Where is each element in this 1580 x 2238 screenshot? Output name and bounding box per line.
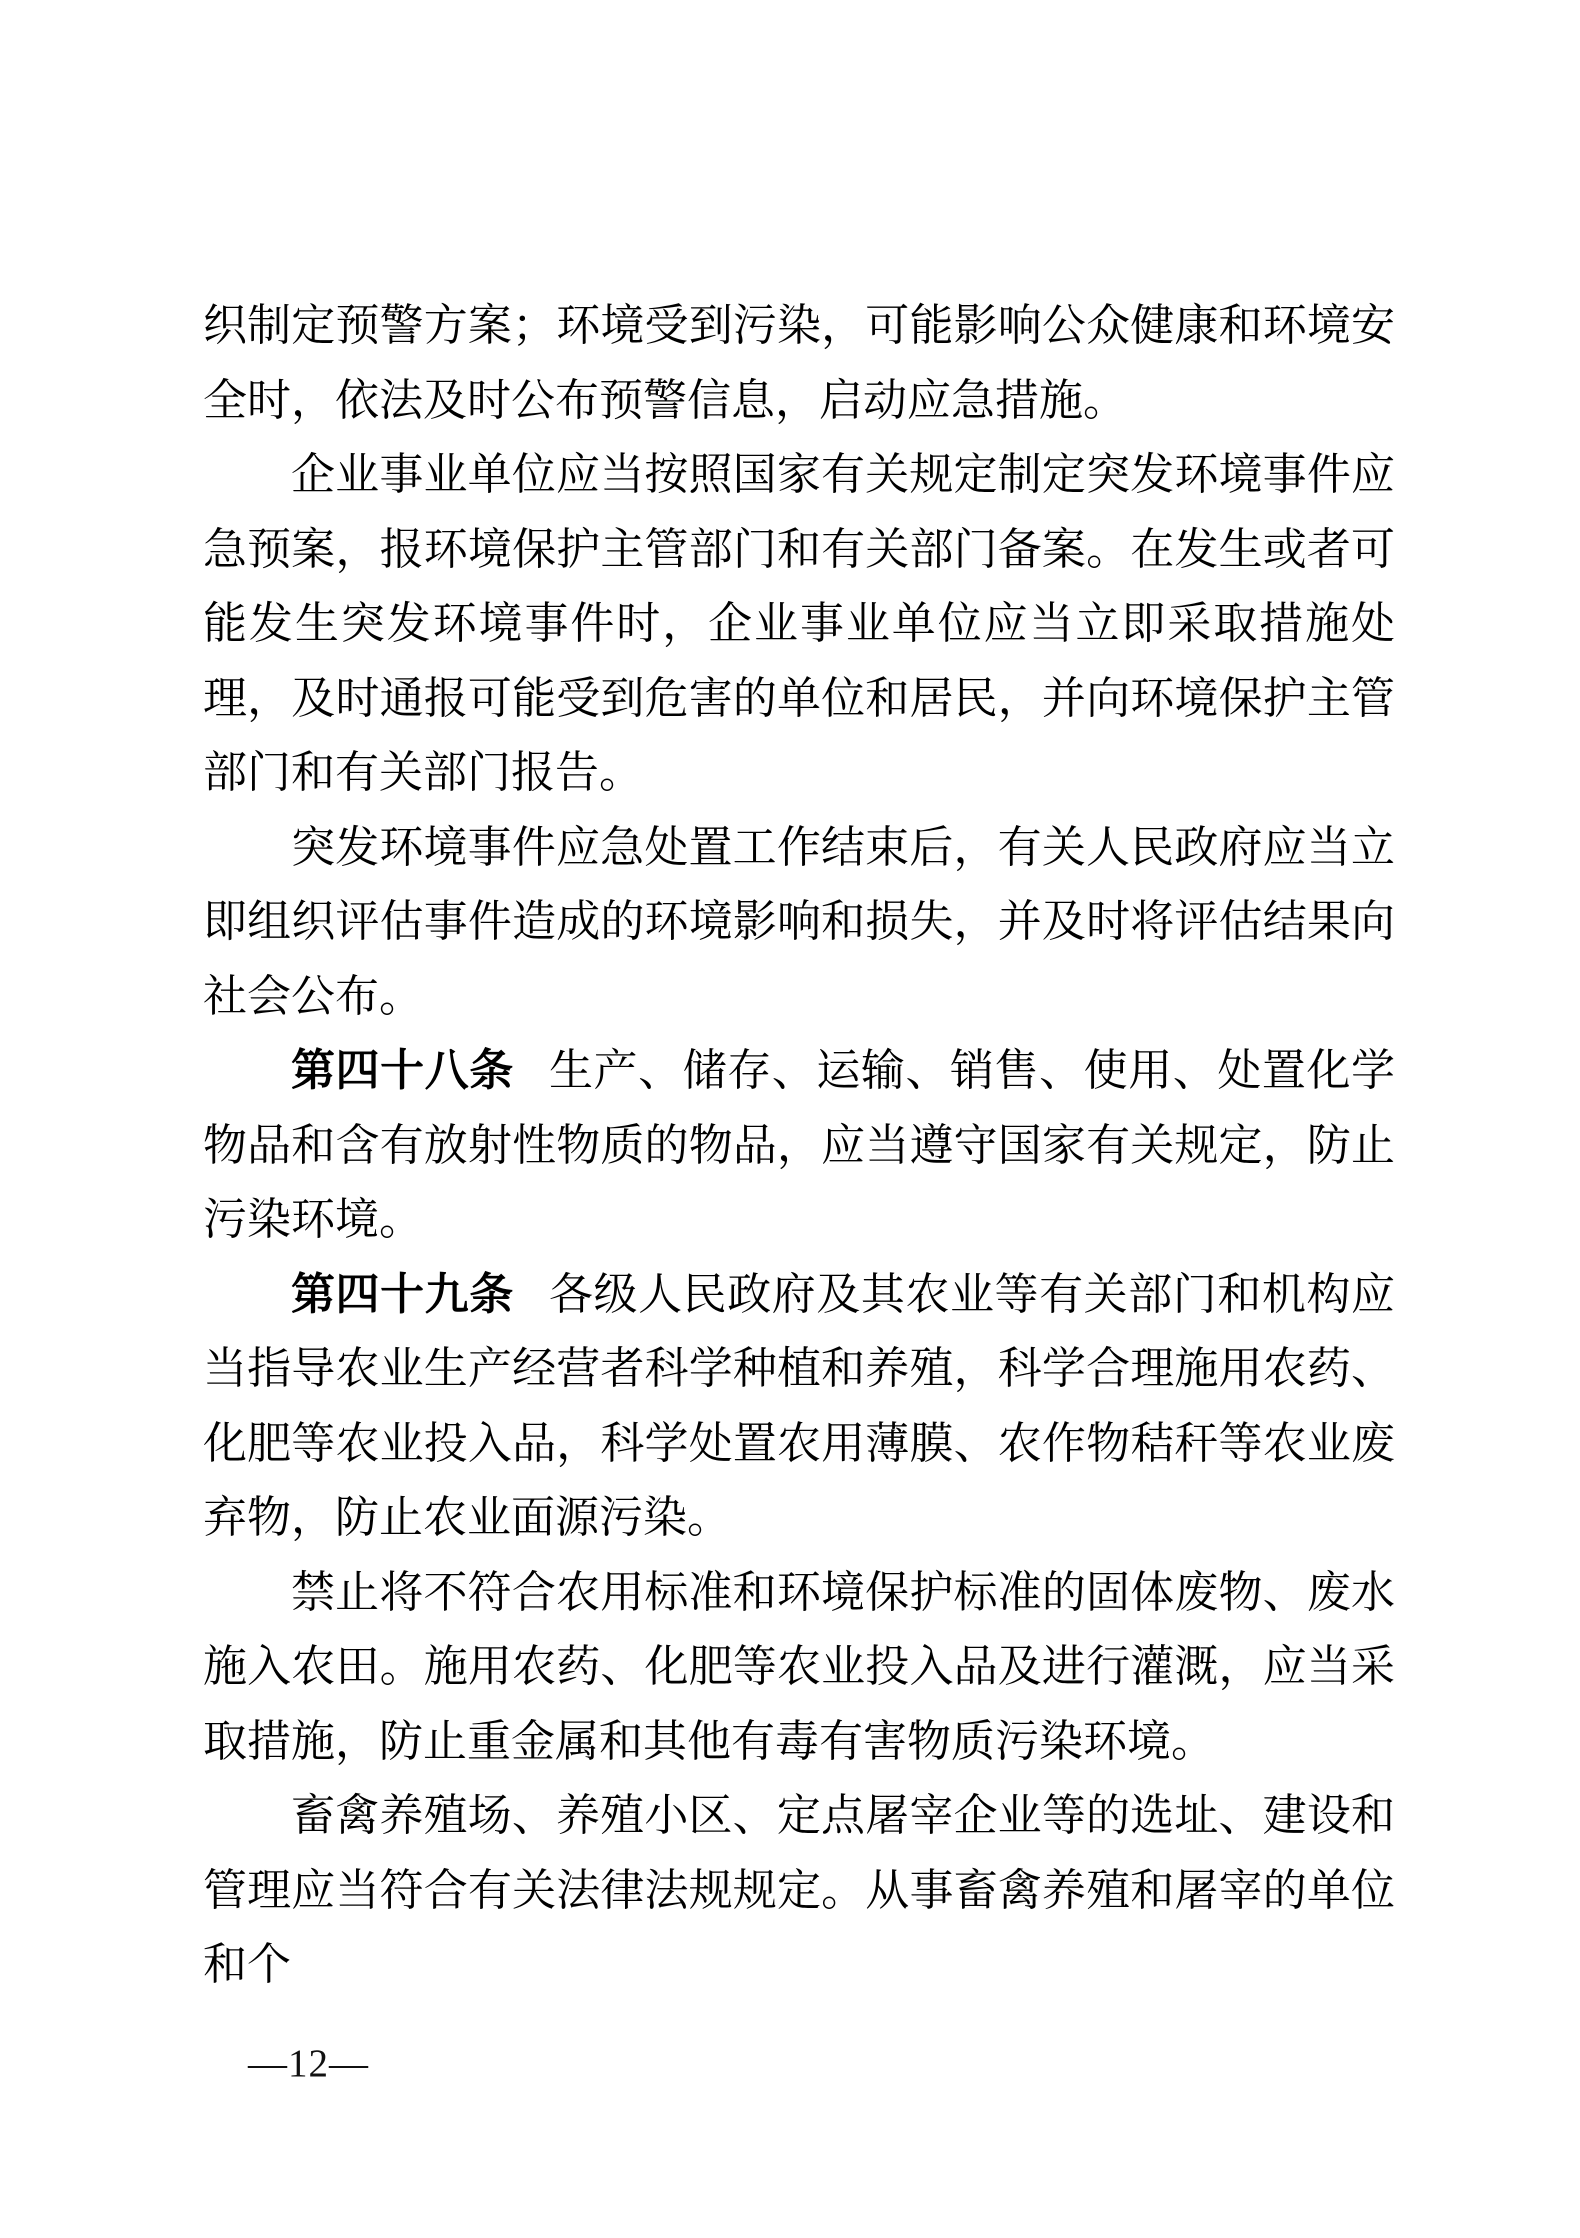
body-paragraph: 织制定预警方案；环境受到污染，可能影响公众健康和环境安全时，依法及时公布预警信息，启动应急措施。 <box>203 301 1395 425</box>
page-number: —12— <box>248 2042 369 2085</box>
article-number-48: 第四十八条 <box>291 1046 514 1095</box>
article-number-49: 第四十九条 <box>291 1269 514 1319</box>
article-48-text: 生产、储存、运输、销售、使用、处置化学物品和含有放射性物质的物品，应当遵守国家有关规定，防止污染环境。 <box>203 1046 1396 1244</box>
body-paragraph-article-49 <box>203 1258 1395 1556</box>
document-text-block <box>203 289 1395 2003</box>
body-paragraph: 禁止将不符合农用标准和环境保护标准的固体废物、废水施入农田。施用农药、化肥等农业投入品及进行灌溉，应当采取措施，防止重金属和其他有毒有害物质污染环境。 <box>203 1567 1395 1766</box>
body-paragraph: 突发环境事件应急处置工作结束后，有关人民政府应当立即组织评估事件造成的环境影响和损失，并及时将评估结果向社会公布。 <box>203 822 1395 1021</box>
body-paragraph: 畜禽养殖场、养殖小区、定点屠宰企业等的选址、建设和管理应当符合有关法律法规规定。从事畜禽养殖和屠宰的单位和个 <box>203 1791 1395 1989</box>
article-49-text: 各级人民政府及其农业等有关部门和机构应当指导农业生产经营者科学种植和养殖，科学合理施用农药、化肥等农业投入品，科学处置农用薄膜、农作物秸秆等农业废弃物，防止农业面源污染。 <box>203 1269 1396 1542</box>
body-paragraph-article-48 <box>203 1034 1395 1258</box>
body-paragraph: 企业事业单位应当按照国家有关规定制定突发环境事件应急预案，报环境保护主管部门和有关部门备案。在发生或者可能发生突发环境事件时，企业事业单位应当立即采取措施处理，及时通报可能受到危害的单位和居民，并向环境保护主管部门和有关部门报告。 <box>203 450 1395 797</box>
